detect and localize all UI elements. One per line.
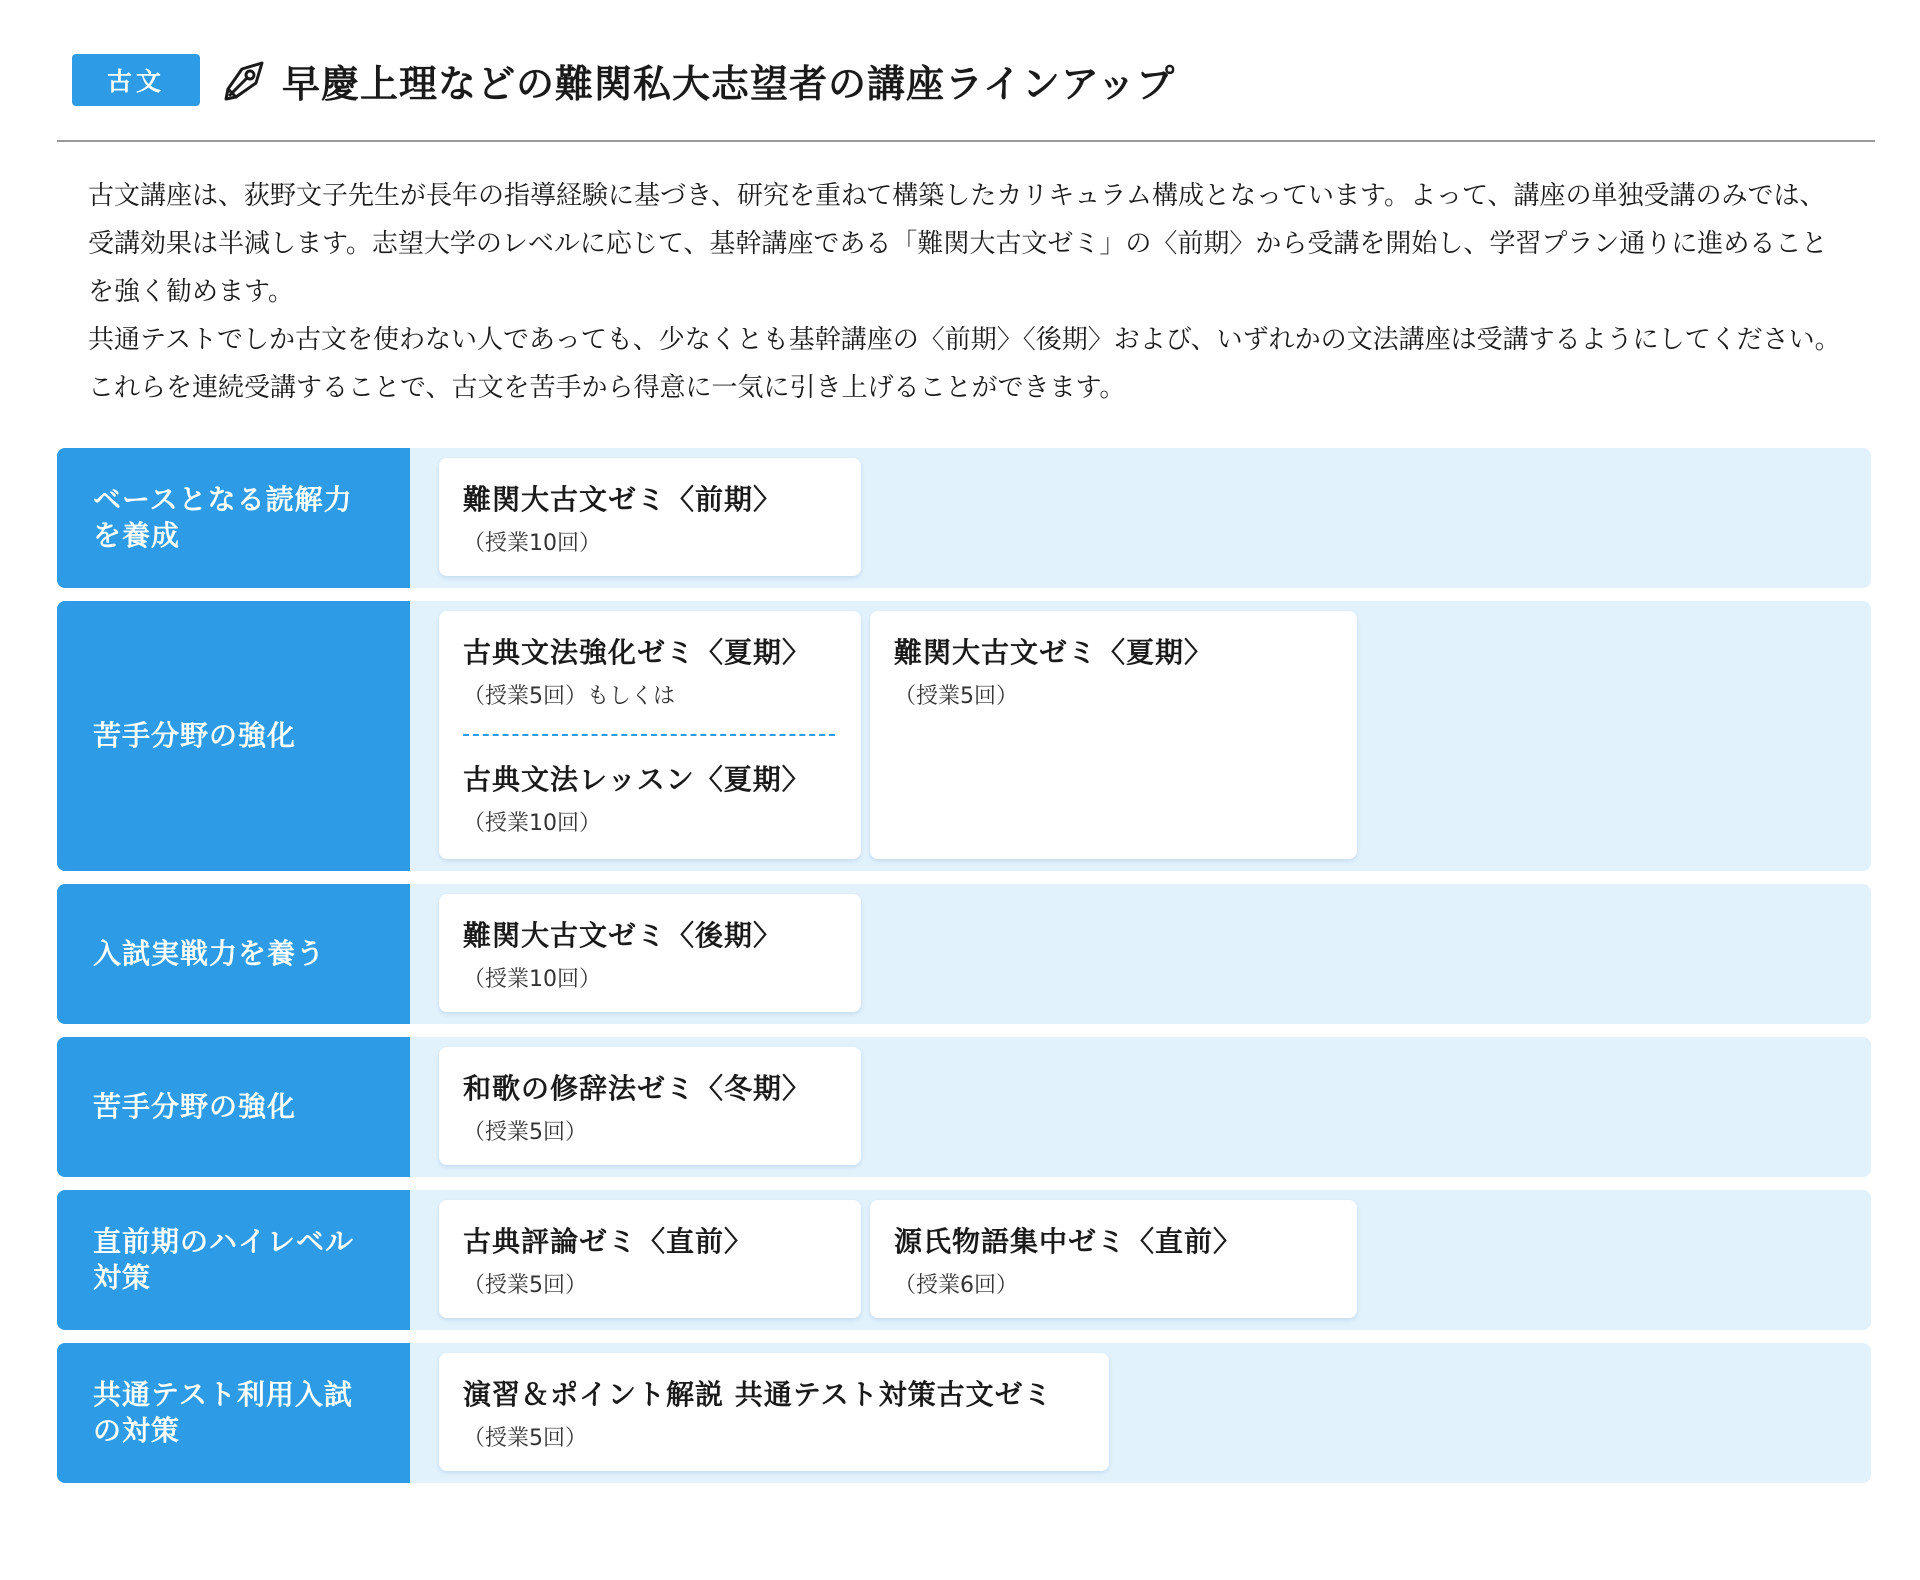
course-cards bbox=[410, 1343, 1871, 1483]
lineup-row bbox=[57, 1037, 1871, 1177]
page-title: 早慶上理などの難関私大志望者の講座ラインアップ bbox=[282, 61, 1176, 106]
course-name: 難関大古文ゼミ〈後期〉 bbox=[463, 919, 783, 952]
lineup-row bbox=[57, 884, 1871, 1024]
course-card[interactable] bbox=[439, 611, 861, 859]
course-lessons: （授業5回） bbox=[894, 684, 1018, 709]
course-name: 源氏物語集中ゼミ〈直前〉 bbox=[894, 1225, 1243, 1258]
course-card[interactable] bbox=[439, 458, 861, 576]
course-name: 難関大古文ゼミ〈夏期〉 bbox=[894, 636, 1214, 669]
page-header bbox=[72, 52, 1175, 108]
course-card[interactable] bbox=[439, 1047, 861, 1165]
course-card[interactable] bbox=[870, 1200, 1357, 1318]
course-lessons: （授業5回） bbox=[463, 1120, 587, 1145]
intro-paragraph-1: 古文講座は、荻野文子先生が長年の指導経験に基づき、研究を重ねて構築したカリキュラム構成となっています。よって、講座の単独受講のみでは、受講効果は半減します。志望大学のレベルに応じて、基幹講座である「難関大古文ゼミ」の〈前期〉から受講を開始し、学習プラン通りに進めることを強く勧めます。 bbox=[88, 181, 1828, 307]
subject-badge: 古文 bbox=[72, 54, 200, 106]
lineup-row bbox=[57, 601, 1871, 871]
row-label: ベースとなる読解力 を養成 bbox=[57, 448, 410, 588]
course-name: 古典文法強化ゼミ〈夏期〉 bbox=[463, 636, 812, 669]
course-card[interactable] bbox=[439, 1353, 1109, 1471]
course-lessons: （授業5回） bbox=[463, 1426, 587, 1451]
course-cards bbox=[410, 1190, 1871, 1330]
row-label: 苦手分野の強化 bbox=[57, 601, 410, 871]
course-lessons: （授業10回） bbox=[463, 967, 601, 992]
dotted-divider bbox=[463, 734, 835, 736]
course-card[interactable] bbox=[439, 894, 861, 1012]
course-name: 古典評論ゼミ〈直前〉 bbox=[463, 1225, 754, 1258]
intro-text bbox=[88, 172, 1848, 412]
lineup-row bbox=[57, 448, 1871, 588]
course-name: 和歌の修辞法ゼミ〈冬期〉 bbox=[463, 1072, 812, 1105]
course-card[interactable] bbox=[439, 1200, 861, 1318]
course-cards bbox=[410, 601, 1871, 871]
row-label: 入試実戦力を養う bbox=[57, 884, 410, 1024]
course-name: 難関大古文ゼミ〈前期〉 bbox=[463, 483, 783, 516]
header-divider bbox=[57, 140, 1875, 142]
pen-nib-icon bbox=[220, 55, 270, 105]
course-card[interactable] bbox=[870, 611, 1357, 859]
intro-paragraph-2: 共通テストでしか古文を使わない人であっても、少なくとも基幹講座の〈前期〉〈後期〉および、いずれかの文法講座は受講するようにしてください。これらを連続受講することで、古文を苦手から得意に一気に引き上げることができます。 bbox=[88, 325, 1841, 403]
course-lessons: （授業10回） bbox=[463, 531, 601, 556]
course-cards bbox=[410, 884, 1871, 1024]
row-label: 直前期のハイレベル 対策 bbox=[57, 1190, 410, 1330]
course-lessons: （授業6回） bbox=[894, 1273, 1018, 1298]
course-name-alt: 古典文法レッスン〈夏期〉 bbox=[463, 763, 811, 796]
course-lessons: （授業5回）もしくは bbox=[463, 684, 675, 709]
course-cards bbox=[410, 448, 1871, 588]
course-name: 演習＆ポイント解説 共通テスト対策古文ゼミ bbox=[463, 1378, 1053, 1411]
lineup-row bbox=[57, 1343, 1871, 1483]
row-label: 苦手分野の強化 bbox=[57, 1037, 410, 1177]
course-lessons: （授業5回） bbox=[463, 1273, 587, 1298]
course-lessons-alt: （授業10回） bbox=[463, 811, 601, 836]
lineup-row bbox=[57, 1190, 1871, 1330]
row-label: 共通テスト利用入試 の対策 bbox=[57, 1343, 410, 1483]
course-cards bbox=[410, 1037, 1871, 1177]
